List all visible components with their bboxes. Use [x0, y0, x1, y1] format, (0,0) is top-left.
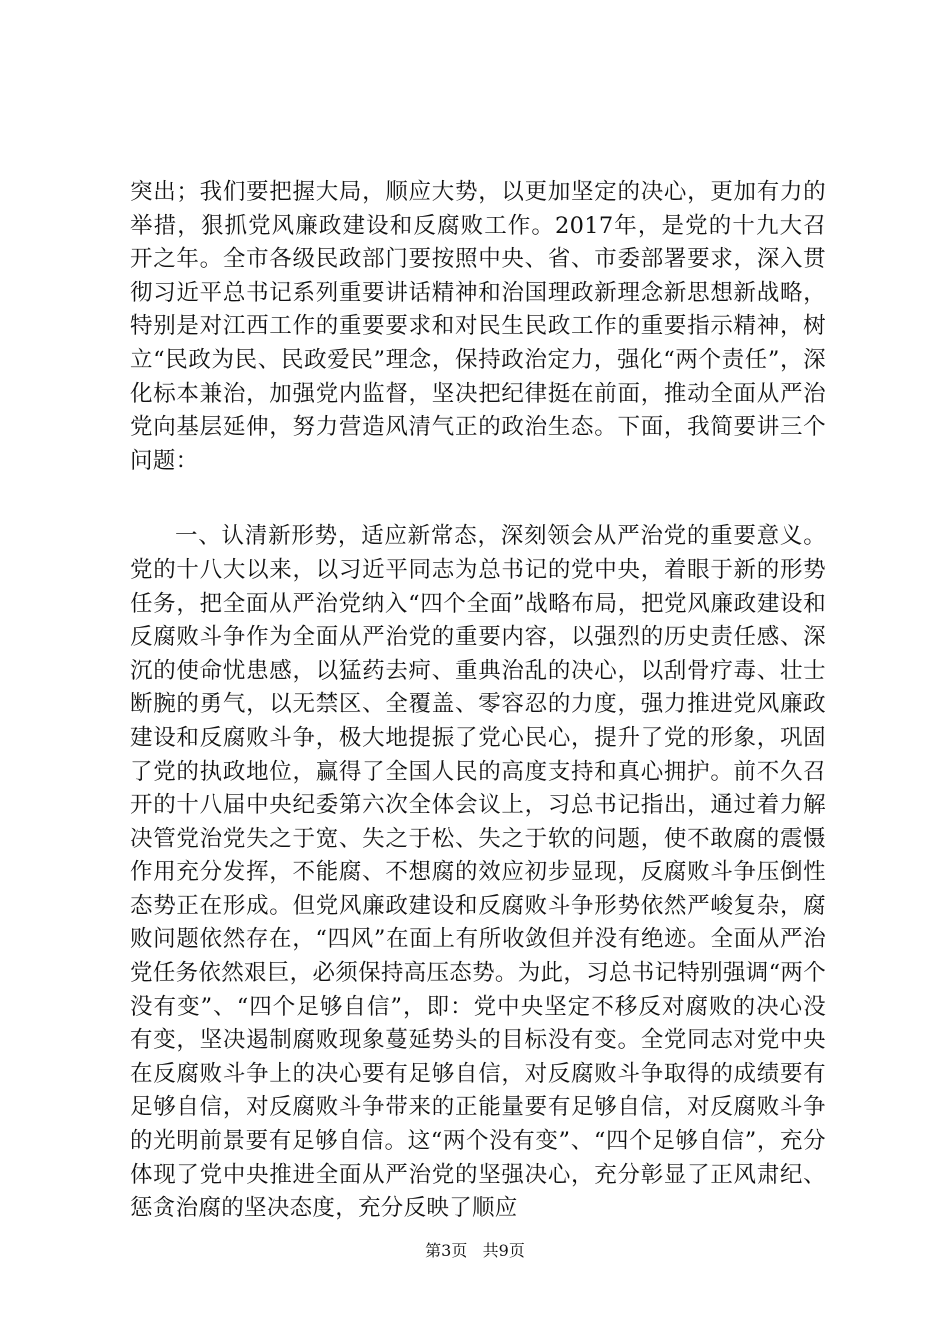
page-total: 共9页 — [482, 1241, 525, 1260]
paragraph-intro: 突出；我们要把握大局，顺应大势，以更加坚定的决心，更加有力的举措，狠抓党风廉政建设和反腐败工作。2017年，是党的十九大召开之年。全市各级民政部门要按照中央、省、市委部署要求，深入贯彻习近平总书记系列重要讲话精神和治国理政新理念新思想新战略，特别是对江西工作的重要要求和对民生民政工作的重要指示精神，树立“民政为民、民政爱民”理念，保持政治定力，强化“两个责任”，深化标本兼治，加强党内监督，坚决把纪律挺在前面，推动全面从严治党向基层延伸，努力营造风清气正的政治生态。下面，我简要讲三个问题： — [130, 179, 826, 474]
page-number: 第3页 — [425, 1241, 468, 1260]
paragraph-section-one: 一、认清新形势，适应新常态，深刻领会从严治党的重要意义。党的十八大以来，以习近平同志为总书记的党中央，着眼于新的形势任务，把全面从严治党纳入“四个全面”战略布局，把党风廉政建设和反腐败斗争作为全面从严治党的重要内容，以强烈的历史责任感、深沉的使命忧患感，以猛药去疴、重典治乱的决心，以刮骨疗毒、壮士断腕的勇气，以无禁区、全覆盖、零容忍的力度，强力推进党风廉政建设和反腐败斗争，极大地提振了党心民心，提升了党的形象，巩固了党的执政地位，赢得了全国人民的高度支持和真心拥护。前不久召开的十八届中央纪委第六次全体会议上，习总书记指出，通过着力解决管党治党失之于宽、失之于松、失之于软的问题，使不敢腐的震慑作用充分发挥，不能腐、不想腐的效应初步显现，反腐败斗争压倒性态势正在形成。但党风廉政建设和反腐败斗争形势依然严峻复杂，腐败问题依然存在，“四风”在面上有所收敛但并没有绝迹。全面从严治党任务依然艰巨，必须保持高压态势。为此，习总书记特别强调“两个没有变”、“四个足够自信”，即：党中央坚定不移反对腐败的决心没有变，坚决遏制腐败现象蔓延势头的目标没有变。全党同志对党中央在反腐败斗争上的决心要有足够自信，对反腐败斗争取得的成绩要有足够自信，对反腐败斗争带来的正能量要有足够自信，对反腐败斗争的光明前景要有足够自信。这“两个没有变”、“四个足够自信”，充分体现了党中央推进全面从严治党的坚强决心，充分彰显了正风肃纪、惩贪治腐的坚决态度，充分反映了顺应 — [130, 523, 826, 1222]
document-body — [130, 176, 826, 1226]
page-separator — [472, 1241, 477, 1260]
page-footer — [0, 1240, 950, 1262]
